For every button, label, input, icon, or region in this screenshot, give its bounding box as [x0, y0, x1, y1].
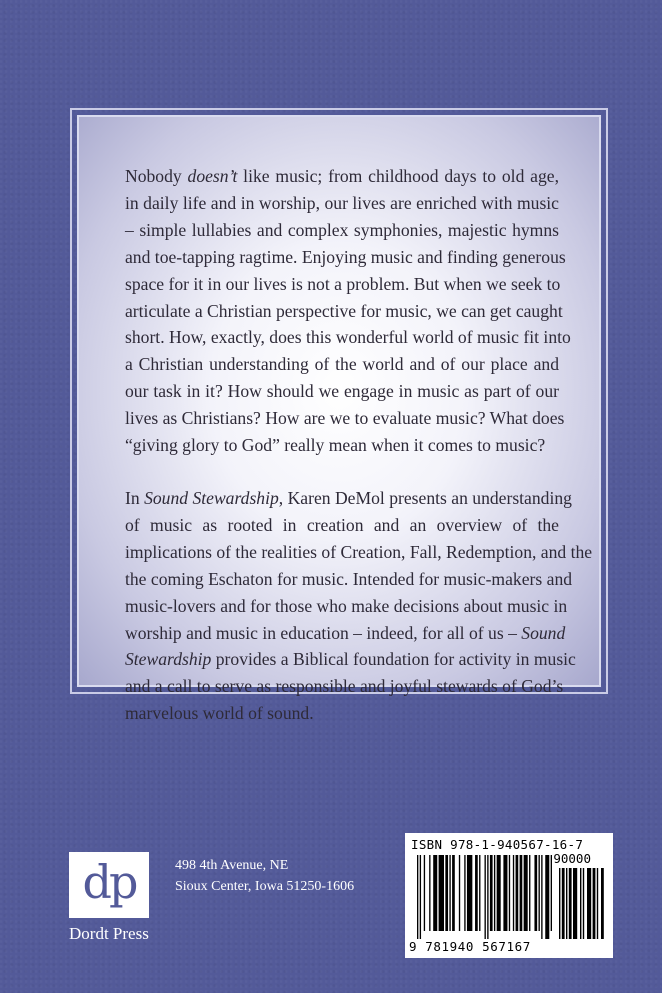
- text-line: Stewardship provides a Biblical foundation for activity in music: [125, 649, 576, 670]
- barcode-bar: [417, 855, 418, 939]
- publisher-address: [175, 855, 354, 897]
- isbn-label: ISBN 978-1-940567-16-7: [411, 837, 584, 852]
- barcode-bar: [597, 868, 598, 939]
- barcode-bar: [593, 868, 596, 939]
- text-line: the coming Eschaton for music. Intended for music-makers and: [125, 568, 573, 589]
- logo-letters: dp: [82, 855, 136, 909]
- barcode-bar: [545, 855, 549, 939]
- barcode-bar: [587, 868, 591, 939]
- description-paragraph-1: [125, 163, 571, 459]
- barcode-addon-number: 90000: [553, 851, 591, 866]
- text-line: and toe-tapping ragtime. Enjoying music and finding generous: [125, 246, 566, 267]
- barcode-bar: [420, 855, 421, 939]
- barcode-bar: [551, 855, 552, 931]
- barcode-bar: [513, 855, 514, 931]
- barcode-bar: [534, 855, 537, 931]
- text-line: a Christian understanding of the world and of our place and: [125, 354, 559, 375]
- barcode-bar: [529, 855, 530, 931]
- description-paragraph-2: [125, 485, 593, 727]
- text-line: “giving glory to God” really mean when it comes to music?: [125, 435, 546, 456]
- text-line: of music as rooted in creation and an overview of the: [125, 514, 559, 535]
- barcode-bar: [485, 855, 486, 939]
- text-line: In Sound Stewardship, Karen DeMol presents an understanding: [125, 487, 572, 508]
- text-line: our task in it? How should we engage in music as part of our: [125, 381, 559, 402]
- barcode-bar: [509, 855, 510, 931]
- text-line: and a call to serve as responsible and joyful stewards of God’s: [125, 676, 564, 697]
- text-line: space for it in our lives is not a problem. But when we seek to: [125, 273, 561, 294]
- text-line: articulate a Christian perspective for music, we can get caught: [125, 300, 563, 321]
- barcode-bar: [573, 868, 577, 939]
- barcode-bar: [424, 855, 425, 931]
- barcode-bar: [583, 868, 584, 939]
- barcode-bar: [479, 855, 480, 931]
- barcode-bar: [464, 855, 465, 931]
- address-line-1: 498 4th Avenue, NE: [175, 858, 289, 873]
- barcode-bar: [516, 855, 519, 931]
- book-description: [125, 163, 593, 753]
- text-line: short. How, exactly, does this wonderful world of music fit into: [125, 327, 571, 348]
- text-line: worship and music in education – indeed, for all of us – Sound: [125, 622, 566, 643]
- barcode-bar: [539, 855, 540, 931]
- publisher-name: Dordt Press: [69, 924, 149, 943]
- address-line-2: Sioux Center, Iowa 51250-1606: [175, 879, 355, 894]
- barcode-bar: [467, 855, 472, 931]
- text-line: implications of the realities of Creation, Fall, Redemption, and the: [125, 541, 593, 562]
- addon-barcode-bars: [559, 868, 605, 939]
- barcode-bar: [433, 855, 437, 931]
- barcode-bar: [601, 868, 604, 939]
- barcode-bar: [569, 868, 572, 939]
- barcode-bar: [452, 855, 455, 931]
- text-line: marvelous world of sound.: [125, 703, 314, 724]
- barcode-bar: [429, 855, 430, 931]
- barcode-digits: 9 781940 567167: [409, 939, 531, 954]
- barcode-bar: [524, 855, 528, 931]
- dordt-press-logo: [69, 852, 149, 918]
- barcode-bar: [503, 855, 507, 931]
- text-line: Nobody doesn’t like music; from childhood days to old age,: [125, 166, 559, 186]
- barcode-bar: [497, 855, 501, 931]
- barcode-bar: [562, 868, 565, 939]
- text-line: in daily life and in worship, our lives are enriched with music: [125, 192, 559, 213]
- barcode-bar: [459, 855, 460, 931]
- barcode-bar: [487, 855, 488, 939]
- barcode-bar: [580, 868, 581, 939]
- barcode-bar: [520, 855, 523, 931]
- barcode-bar: [449, 855, 450, 931]
- barcode-bar: [490, 855, 493, 931]
- barcode-bar: [559, 868, 560, 939]
- ean-barcode-bars: [417, 855, 553, 939]
- barcode-bar: [494, 855, 495, 931]
- barcode-bar: [541, 855, 542, 939]
- barcode-bar: [566, 868, 567, 939]
- text-line: – simple lullabies and complex symphonies, majestic hymns: [125, 219, 559, 240]
- barcode-bar: [439, 855, 444, 931]
- text-line: music-lovers and for those who make decisions about music in: [125, 595, 568, 616]
- text-line: lives as Christians? How are we to evaluate music? What does: [125, 408, 565, 429]
- barcode-bar: [445, 855, 448, 931]
- barcode-bar: [475, 855, 478, 931]
- isbn-barcode: [405, 833, 613, 958]
